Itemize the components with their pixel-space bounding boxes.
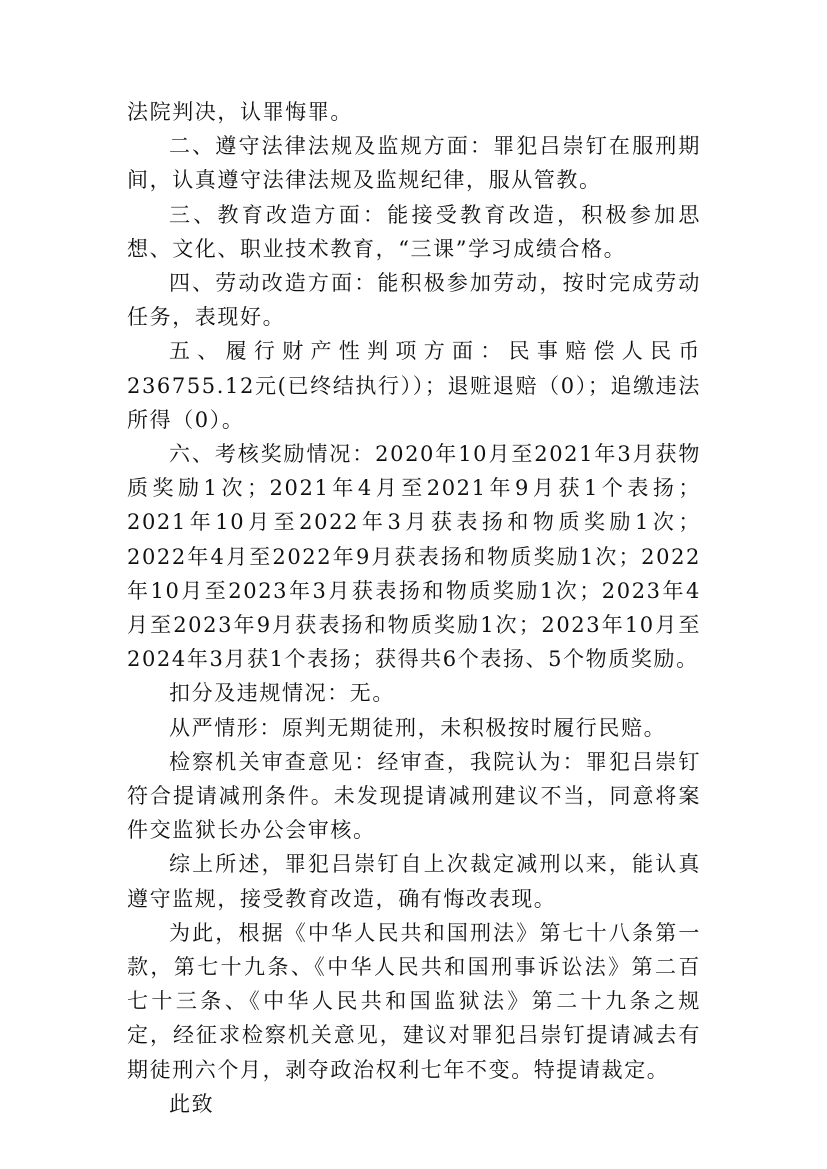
paragraph-rewards: 六、考核奖励情况：2020年10月至2021年3月获物质奖励1次；2021年4月至2021年9月获1个表扬；2021年10月至2022年3月获表扬和物质奖励1次；2022年4月至2022年9月获表扬和物质奖励1次；2022年10月至2023年3月获表扬和物质奖励1次；2023年4月至2023年9月获表扬和物质奖励1次；2023年10月至2024年3月获1个表扬；获得共6个表扬、5个物质奖励。	[127, 442, 701, 672]
paragraph-labor-reform: 四、劳动改造方面：能积极参加劳动，按时完成劳动任务，表现好。	[127, 271, 701, 330]
paragraph-closing: 此致	[169, 1091, 215, 1116]
paragraph-procuratorate-opinion: 检察机关审查意见：经审查，我院认为：罪犯吕崇钉符合提请减刑条件。未发现提请减刑建议不当，同意将案件交监狱长办公会审核。	[127, 749, 701, 843]
paragraph-legal-basis: 为此，根据《中华人民共和国刑法》第七十八条第一款，第七十九条、《中华人民共和国刑事诉讼法》第二百七十三条、《中华人民共和国监狱法》第二十九条之规定，经征求检察机关意见，建议对罪犯吕崇钉提请减去有期徒刑六个月，剥夺政治权利七年不变。特提请裁定。	[127, 920, 701, 1082]
paragraph-education-reform: 三、教育改造方面：能接受教育改造，积极参加思想、文化、职业技术教育，“三课”学习成绩合格。	[127, 202, 701, 261]
paragraph-summary: 综上所述，罪犯吕崇钉自上次裁定减刑以来，能认真遵守监规，接受教育改造，确有悔改表现。	[127, 852, 701, 911]
paragraph-law-compliance: 二、遵守法律法规及监规方面：罪犯吕崇钉在服刑期间，认真遵守法律法规及监规纪律，服从管教。	[127, 134, 701, 193]
document-body	[127, 95, 701, 1121]
paragraph-violations: 扣分及违规情况：无。	[169, 681, 395, 706]
paragraph-continuation: 法院判决，认罪悔罪。	[127, 100, 353, 124]
paragraph-strict-circumstances: 从严情形：原判无期徒刑，未积极按时履行民赔。	[169, 715, 667, 740]
paragraph-property-obligations: 五、履行财产性判项方面：民事赔偿人民币236755.12元(已终结执行））；退赃退赔（0）；追缴违法所得（0）。	[127, 339, 701, 432]
